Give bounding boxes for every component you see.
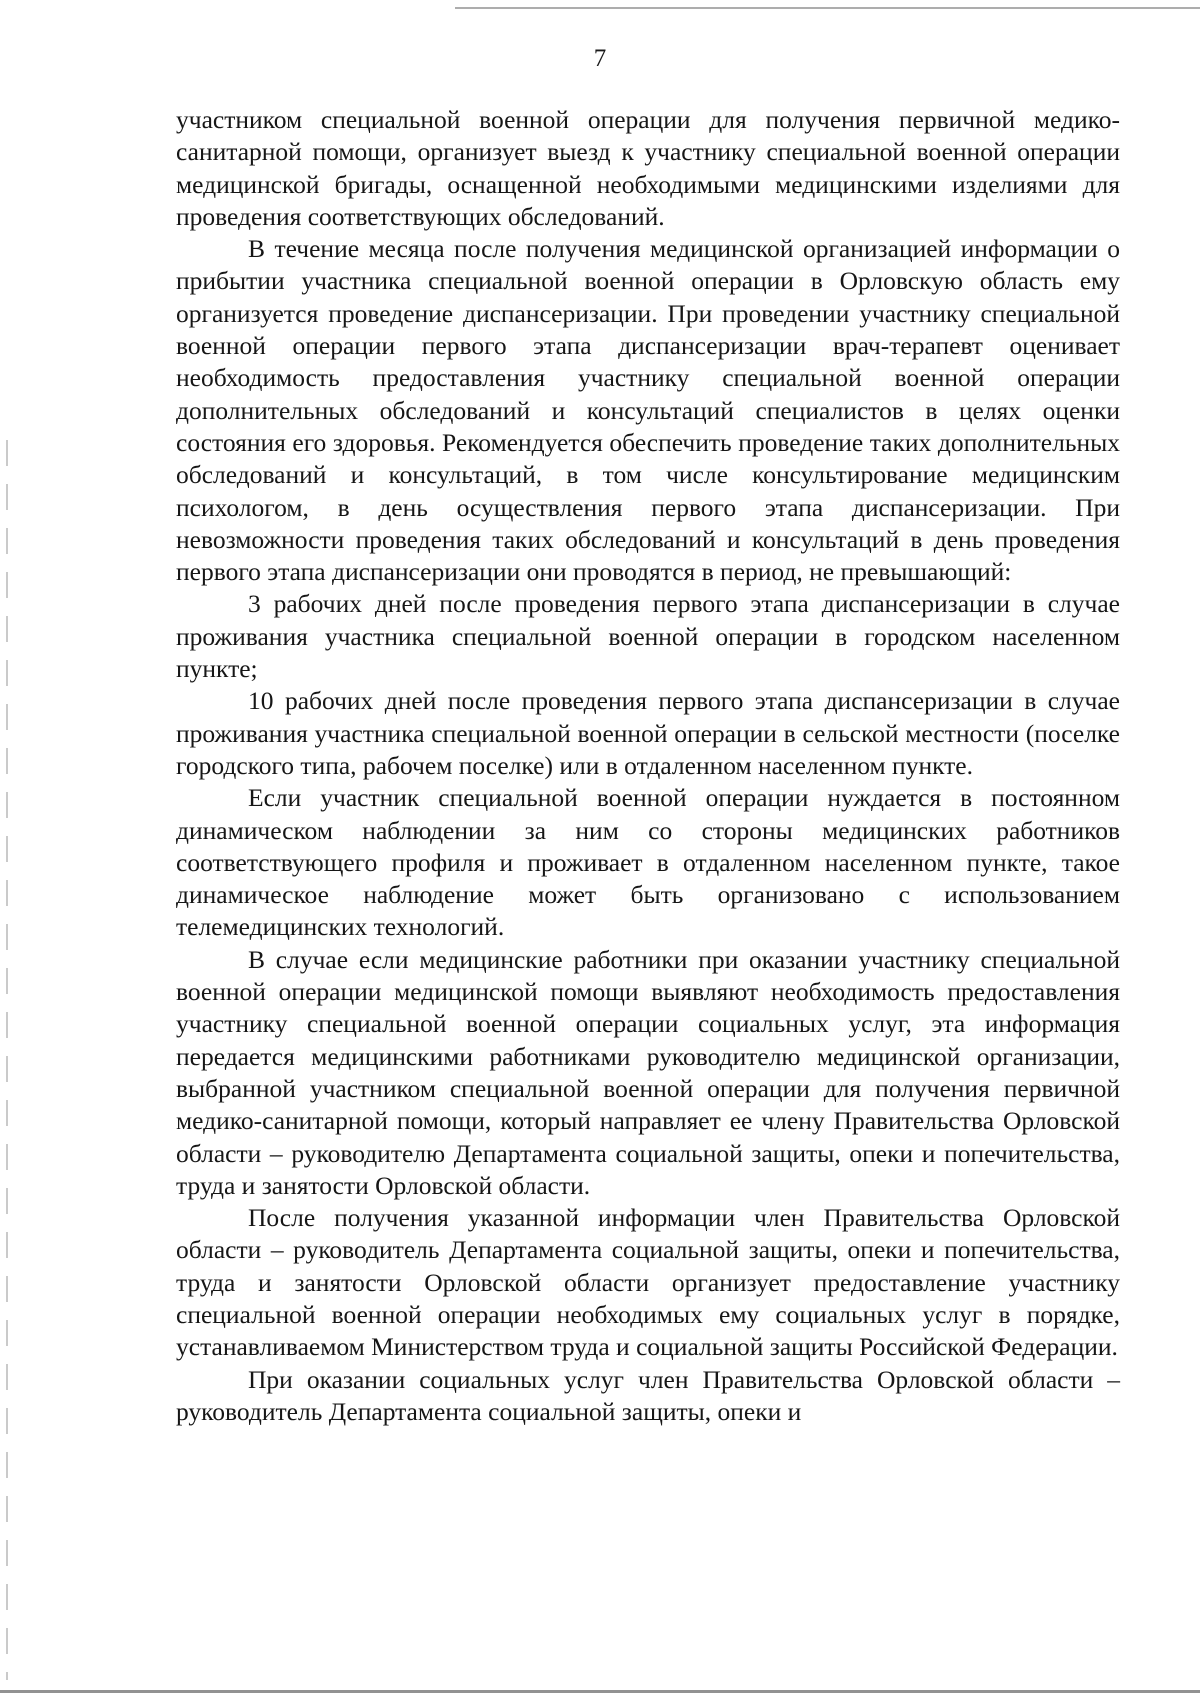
scan-border-top xyxy=(455,7,1200,9)
paragraph-social-services-continuation: При оказании социальных услуг член Правительства Орловской области – руководитель Департамента социальной защиты, опеки и xyxy=(176,1364,1120,1426)
paragraph-dispanserization: В течение месяца после получения медицинской организацией информации о прибытии участника специальной военной операции в Орловскую область ему организуется проведение диспансеризации. При проведении участнику специальной военной операции первого этапа диспансеризации врач-терапевт оценивает необходимость предоставления участнику специальной военной операции дополнительных обследований и консультаций специалистов в целях оценки состояния его здоровья. Рекомендуется обеспечить проведение таких дополнительных обследований и консультаций, в том числе консультирование медицинским психологом, в день осуществления первого этапа диспансеризации. При невозможности проведения таких обследований и консультаций в день проведения первого этапа диспансеризации они проводятся в период, не превышающий: xyxy=(176,234,1120,587)
paragraph-social-services-need: В случае если медицинские работники при оказании участнику специальной военной операции медицинской помощи выявляют необходимость предоставления участнику специальной военной операции социальных услуг, эта информация передается медицинскими работниками руководителю медицинской организации, выбранной участником специальной военной операции для получения первичной медико-санитарной помощи, который направляет ее члену Правительства Орловской области – руководителю Департамента социальной защиты, опеки и попечительства, труда и занятости Орловской области. xyxy=(176,944,1120,1200)
scan-border-left xyxy=(6,440,8,1680)
scan-border-bottom xyxy=(0,1690,1200,1693)
paragraph-urban-term: 3 рабочих дней после проведения первого этапа диспансеризации в случае проживания участника специальной военной операции в городском населенном пункте; xyxy=(176,589,1120,684)
paragraph-social-services-provision: После получения указанной информации член Правительства Орловской области – руководитель Департамента социальной защиты, опеки и попечительства, труда и занятости Орловской области организует предоставление участнику специальной военной операции необходимых ему социальных услуг в порядке, устанавливаемом Министерством труда и социальной защиты Российской Федерации. xyxy=(176,1203,1120,1362)
paragraph-rural-term: 10 рабочих дней после проведения первого этапа диспансеризации в случае проживания участника специальной военной операции в сельской местности (поселке городского типа, рабочем поселке) или в отдаленном населенном пункте. xyxy=(176,686,1120,780)
document-body xyxy=(176,104,1120,1428)
page-number: 7 xyxy=(593,45,607,72)
paragraph-telemedicine: Если участник специальной военной операции нуждается в постоянном динамическом наблюдении за ним со стороны медицинских работников соответствующего профиля и проживает в отдаленном населенном пункте, такое динамическое наблюдение может быть организовано с использованием телемедицинских технологий. xyxy=(176,783,1120,942)
paragraph-continuation: участником специальной военной операции для получения первичной медико-санитарной помощи, организует выезд к участнику специальной военной операции медицинской бригады, оснащенной необходимыми медицинскими изделиями для проведения соответствующих обследований. xyxy=(176,105,1120,231)
